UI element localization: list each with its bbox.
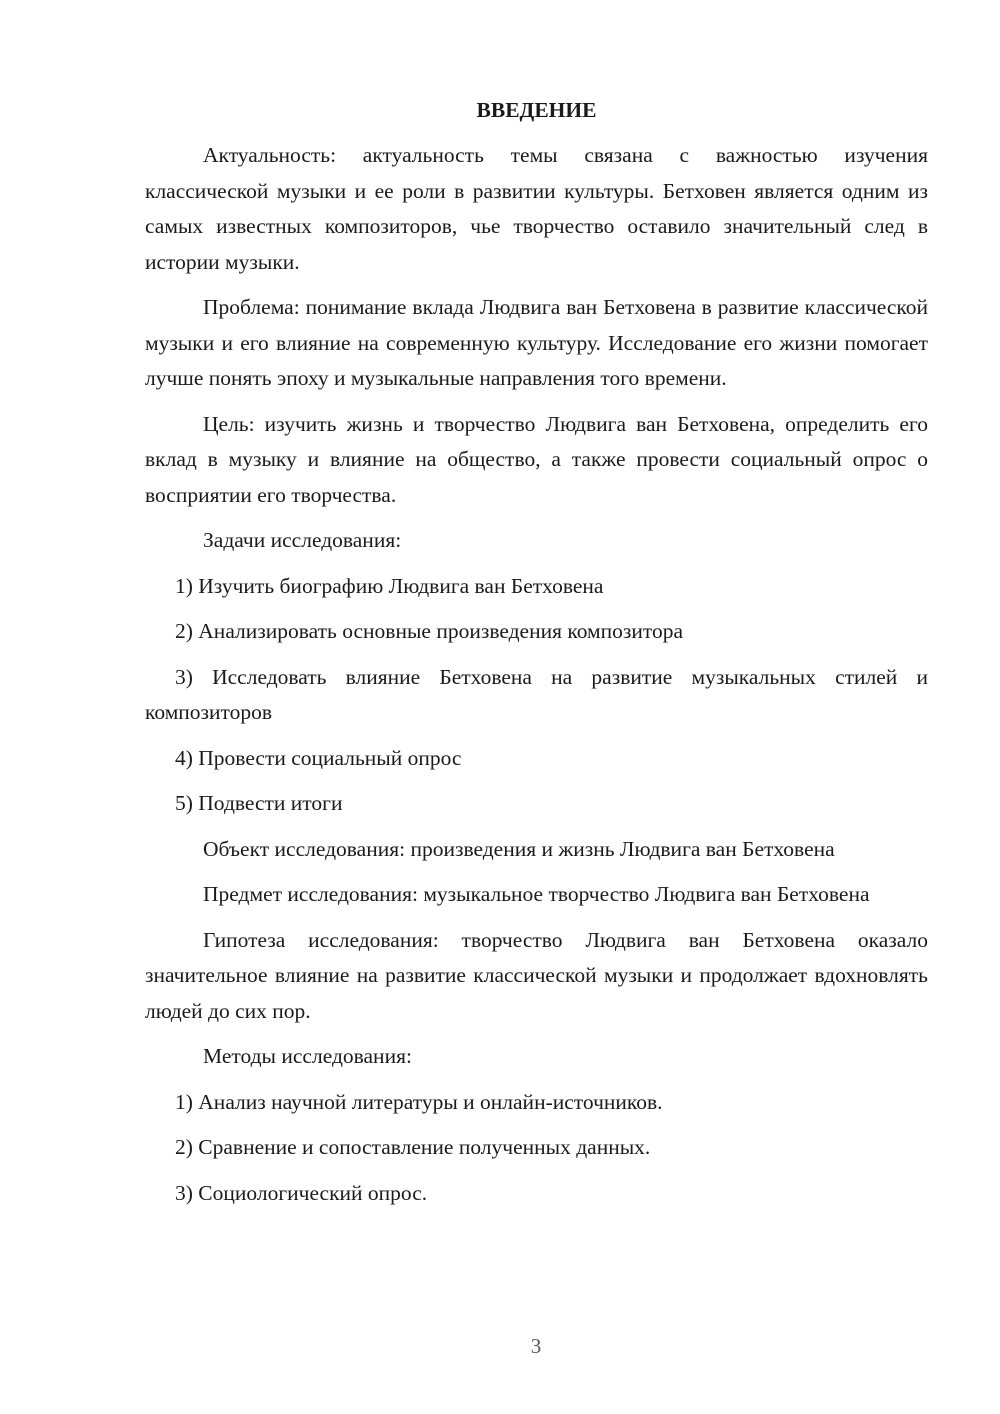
method-item: 2) Сравнение и сопоставление полученных данных. bbox=[175, 1135, 651, 1159]
paragraph-actuality: Актуальность: актуальность темы связана с важностью изучения классической музыки и ее роли в развитии культуры. Бетховен является одним из самых известных композиторов, чье творчество оставило значительный след в истории музыки. bbox=[145, 143, 928, 274]
task-item: 5) Подвести итоги bbox=[175, 791, 343, 815]
task-item: 1) Изучить биографию Людвига ван Бетховена bbox=[175, 573, 604, 598]
paragraph-subject: Предмет исследования: музыкальное творчество Людвига ван Бетховена bbox=[203, 882, 870, 906]
paragraph-object: Объект исследования: произведения и жизнь Людвига ван Бетховена bbox=[203, 836, 835, 861]
tasks-heading: Задачи исследования: bbox=[203, 528, 402, 552]
paragraph-goal: Цель: изучить жизнь и творчество Людвига ван Бетховена, определить его вклад в музыку и влияние на общество, а также провести социальный опрос о восприятии его творчества. bbox=[145, 411, 928, 507]
task-item: 3) Исследовать влияние Бетховена на развитие музыкальных стилей и композиторов bbox=[145, 664, 928, 724]
task-item: 2) Анализировать основные произведения композитора bbox=[175, 619, 684, 643]
task-item: 4) Провести социальный опрос bbox=[175, 745, 462, 770]
page-content bbox=[145, 96, 928, 1221]
paragraph-hypothesis: Гипотеза исследования: творчество Людвига ван Бетховена оказало значительное влияние на развитие классической музыки и продолжает вдохновлять людей до сих пор. bbox=[145, 927, 928, 1023]
method-item: 3) Социологический опрос. bbox=[175, 1180, 428, 1205]
methods-heading: Методы исследования: bbox=[203, 1044, 412, 1068]
paragraph-problem: Проблема: понимание вклада Людвига ван Бетховена в развитие классической музыки и его влияние на современную культуру. Исследование его жизни помогает лучше понять эпоху и музыкальные направления того времени. bbox=[145, 295, 928, 390]
method-item: 1) Анализ научной литературы и онлайн-источников. bbox=[175, 1089, 663, 1114]
section-heading: ВВЕДЕНИЕ bbox=[476, 98, 597, 122]
page-number: 3 bbox=[530, 1334, 542, 1358]
